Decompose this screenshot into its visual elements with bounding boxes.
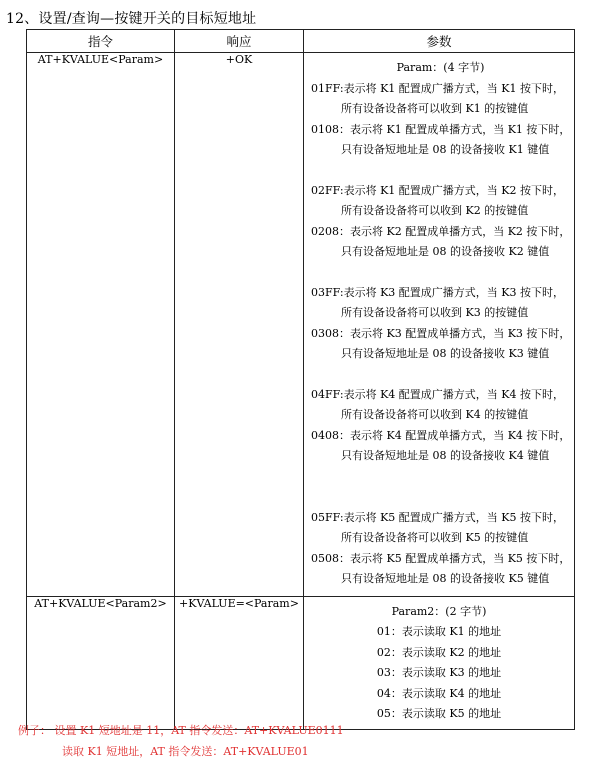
header-command: 指令: [27, 30, 175, 53]
param-line: 只有设备短地址是 08 的设备接收 K1 键值: [341, 143, 550, 156]
param-line: 0208：表示将 K2 配置成单播方式，当 K2 按下时，: [311, 224, 571, 238]
param-line: 05FF:表示将 K5 配置成广播方式，当 K5 按下时，: [311, 510, 564, 524]
example-line-read: 读取 K1 短地址，AT 指令发送：AT+KVALUE01: [62, 745, 309, 758]
params-cell: [304, 596, 575, 729]
param-line: 只有设备短地址是 08 的设备接收 K4 键值: [341, 449, 550, 462]
command-table: [26, 29, 575, 730]
section-title: 12、设置/查询—按键开关的目标短地址: [6, 11, 257, 27]
param-line: 0408：表示将 K4 配置成单播方式，当 K4 按下时，: [311, 428, 571, 442]
example-note: [18, 720, 344, 762]
example-line-set: 例子： 设置 K1 短地址是 11，AT 指令发送：AT+KVALUE0111: [18, 724, 344, 737]
param-line: 所有设备设备将可以收到 K1 的按键值: [341, 102, 529, 115]
param-item: 02：表示读取 K2 的地址: [376, 645, 502, 659]
param-title: Param2：(2 字节): [391, 604, 487, 618]
table-header-row: [27, 30, 575, 53]
param-line: 01FF:表示将 K1 配置成广播方式，当 K1 按下时，: [311, 81, 564, 95]
param-line: 0508：表示将 K5 配置成单播方式，当 K5 按下时，: [311, 551, 571, 565]
response-cell: +KVALUE=<Param>: [175, 596, 304, 729]
param-line: 所有设备设备将可以收到 K4 的按键值: [341, 408, 529, 421]
param-item: 04：表示读取 K4 的地址: [376, 686, 502, 700]
param-line: 0108：表示将 K1 配置成单播方式，当 K1 按下时，: [311, 122, 571, 136]
header-response: 响应: [175, 30, 304, 53]
param-line: 所有设备设备将可以收到 K2 的按键值: [341, 204, 529, 217]
param-line: 所有设备设备将可以收到 K3 的按键值: [341, 306, 529, 319]
param-line: 0308：表示将 K3 配置成单播方式，当 K3 按下时，: [311, 326, 571, 340]
header-params: 参数: [304, 30, 575, 53]
table-row: [27, 53, 575, 597]
response-cell: +OK: [175, 53, 304, 597]
params-cell: [304, 53, 575, 597]
param-line: 只有设备短地址是 08 的设备接收 K3 键值: [341, 347, 550, 360]
param-item: 03：表示读取 K3 的地址: [376, 666, 502, 679]
table-row: [27, 596, 575, 729]
param-title: Param：(4 字节): [396, 61, 485, 74]
param-line: 03FF:表示将 K3 配置成广播方式，当 K3 按下时，: [311, 285, 564, 299]
command-cell: AT+KVALUE<Param>: [27, 53, 175, 597]
command-cell: AT+KVALUE<Param2>: [27, 596, 175, 729]
param-line: 只有设备短地址是 08 的设备接收 K5 键值: [341, 572, 550, 585]
param-line: 04FF:表示将 K4 配置成广播方式，当 K4 按下时，: [311, 387, 564, 401]
param-line: 02FF:表示将 K1 配置成广播方式，当 K2 按下时，: [311, 183, 564, 197]
param-item: 01：表示读取 K1 的地址: [376, 625, 502, 638]
param-line: 所有设备设备将可以收到 K5 的按键值: [341, 531, 529, 544]
param-line: 只有设备短地址是 08 的设备接收 K2 键值: [341, 245, 550, 258]
param-item: 05：表示读取 K5 的地址: [376, 707, 502, 720]
